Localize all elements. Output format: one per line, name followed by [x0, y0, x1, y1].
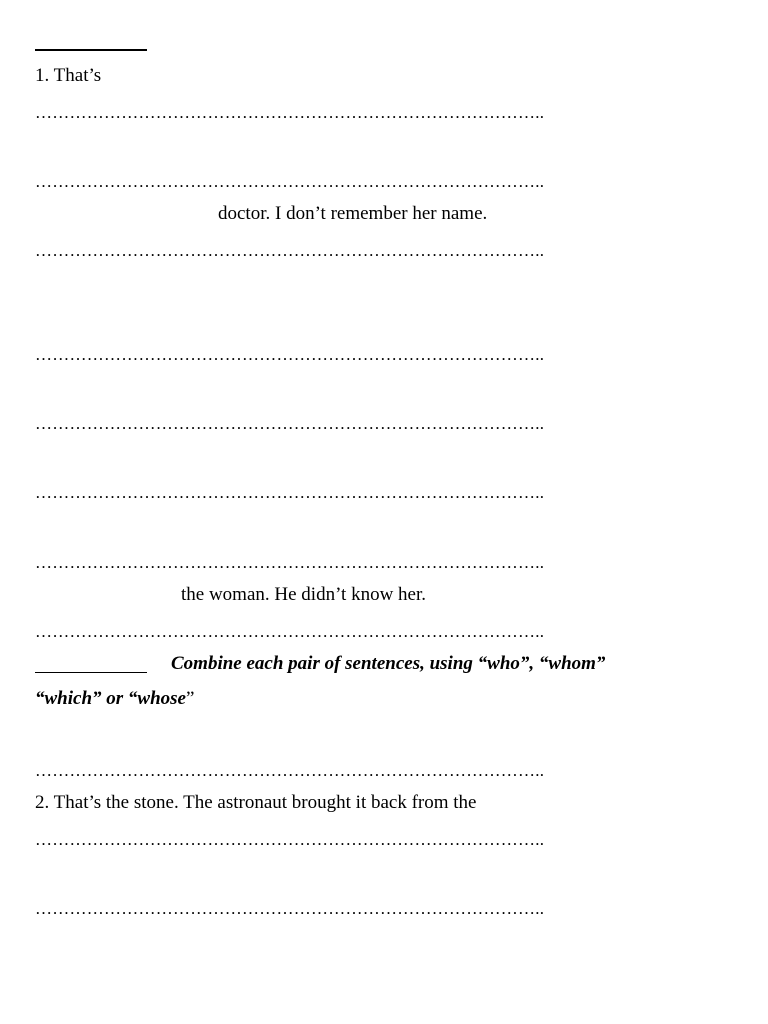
answer-line-1: ……………………………………………………………………………..	[35, 103, 545, 122]
answer-line-2: ……………………………………………………………………………..	[35, 172, 545, 191]
answer-line-9: ……………………………………………………………………………..	[35, 761, 545, 780]
woman-sentence: the woman. He didn’t know her.	[181, 584, 427, 605]
doctor-sentence: doctor. I don’t remember her name.	[218, 203, 488, 224]
section-top-rule	[35, 49, 147, 51]
instruction-line-2-end: ”	[185, 688, 195, 709]
instruction-line-1: Combine each pair of sentences, using “who”, “whom”	[171, 653, 606, 674]
answer-line-6: ……………………………………………………………………………..	[35, 483, 545, 502]
instruction-line-2	[35, 688, 194, 710]
answer-line-5: ……………………………………………………………………………..	[35, 414, 545, 433]
instruction-rule	[35, 672, 147, 673]
answer-line-3: ……………………………………………………………………………..	[35, 241, 545, 260]
answer-line-10: ……………………………………………………………………………..	[35, 830, 545, 849]
question-2-start: 2. That’s the stone. The astronaut brought it back from the	[35, 792, 477, 813]
answer-line-4: ……………………………………………………………………………..	[35, 345, 545, 364]
answer-line-8: ……………………………………………………………………………..	[35, 622, 545, 641]
answer-line-11: ……………………………………………………………………………..	[35, 899, 545, 918]
instruction-line-2-text: “which” or “whose	[35, 688, 186, 709]
question-1-start: 1. That’s	[35, 65, 102, 86]
answer-line-7: ……………………………………………………………………………..	[35, 553, 545, 572]
